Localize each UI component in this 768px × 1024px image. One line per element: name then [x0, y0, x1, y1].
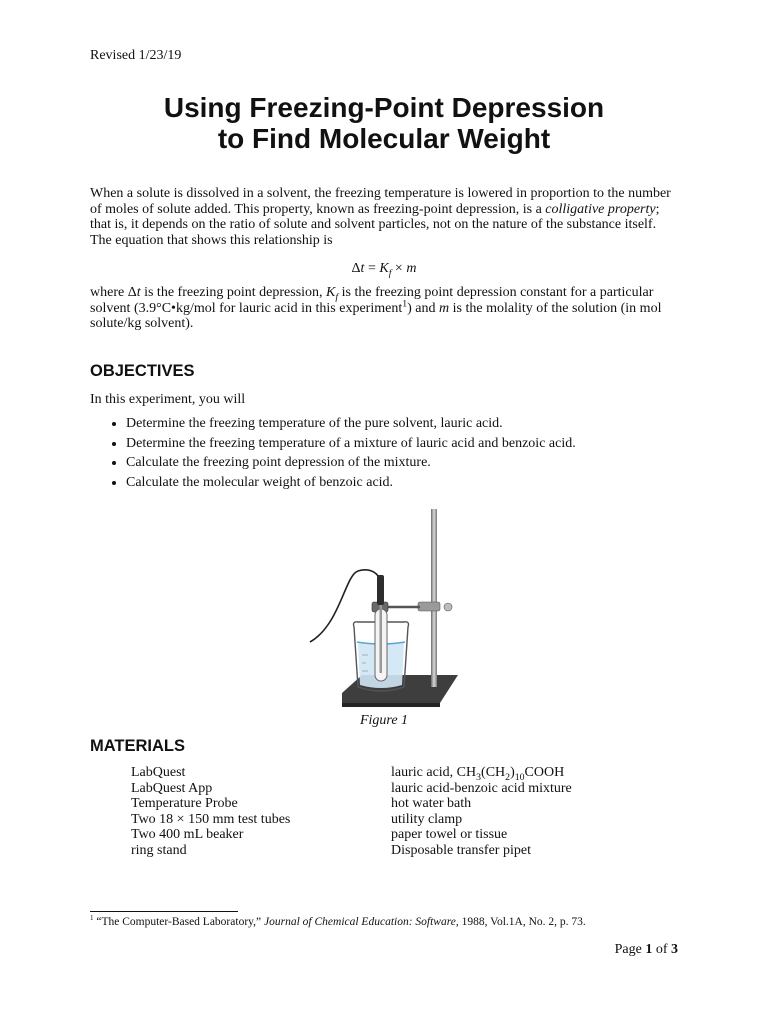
list-item: Two 18 × 150 mm test tubes: [131, 811, 291, 827]
list-item: ring stand: [131, 842, 187, 858]
list-item: Two 400 mL beaker: [131, 827, 244, 843]
freezing-point-equation: $\Delta t = K_f \times m$: [351, 261, 417, 279]
objectives-intro: In this experiment, you will: [90, 392, 246, 407]
figure-caption: Figure 1: [359, 713, 409, 728]
materials-heading: MATERIALS: [90, 737, 186, 755]
list-item: Disposable transfer pipet: [391, 842, 531, 858]
list-item: paper towel or tissue: [391, 827, 508, 843]
list-item: • Calculate the molecular weight of benzoic acid.: [126, 473, 576, 493]
list-item: lauric acid-benzoic acid mixture: [391, 780, 572, 796]
title-line-2: to Find Molecular Weight: [217, 123, 551, 154]
materials-right-column: [391, 765, 572, 859]
footnote: $^1$ “The Computer-Based Laboratory,” Journal of Chemical Education: Software, 1988, Vol.1A, No. 2, p. 73.: [90, 914, 586, 928]
list-item: lauric acid, $CH_3(CH_2)_{10}COOH$: [391, 765, 565, 783]
title-line-1: Using Freezing-Point Depression: [163, 92, 605, 123]
colligative-term: colligative property: [545, 201, 656, 217]
utility-clamp: [418, 602, 440, 611]
list-item: hot water bath: [391, 796, 472, 812]
list-item: • Calculate the freezing point depression of the mixture.: [126, 453, 576, 473]
ring-stand-rod: [431, 509, 437, 687]
temperature-probe: [377, 575, 384, 605]
intro-paragraph: When a solute is dissolved in a solvent, the freezing temperature is lowered in proportion to the number of moles of solute added. This property, known as freezing-point depression, is a colligative property; that is, it depends on the ratio of solute and solvent particles, not on the nature of the substance itself. The equation that shows this relationship is: [90, 186, 671, 248]
list-item: utility clamp: [391, 811, 463, 827]
list-item: Temperature Probe: [131, 796, 238, 812]
footnote-divider: [90, 911, 238, 912]
materials-left-column: [131, 765, 290, 859]
list-item: LabQuest App: [131, 780, 213, 796]
apparatus-illustration: [300, 505, 470, 710]
document-title: [0, 92, 768, 154]
objectives-heading: OBJECTIVES: [90, 362, 195, 380]
list-item: LabQuest: [131, 765, 186, 780]
revised-date: Revised 1/23/19: [90, 48, 182, 63]
list-item: • Determine the freezing temperature of a mixture of lauric acid and benzoic acid.: [126, 434, 576, 454]
list-item: • Determine the freezing temperature of the pure solvent, lauric acid.: [126, 414, 576, 434]
probe-cable: [310, 570, 380, 642]
page-number: Page 1 of 3: [614, 942, 678, 957]
where-paragraph: where Δt is the freezing point depression, $K_f$ is the freezing point depression constant for a particular solvent (3.9°C•kg/mol for lauric acid in this experiment$^1$) and m is the molality of the solution (in mol solute/kg solvent).: [90, 285, 662, 332]
objectives-list: [108, 414, 576, 492]
